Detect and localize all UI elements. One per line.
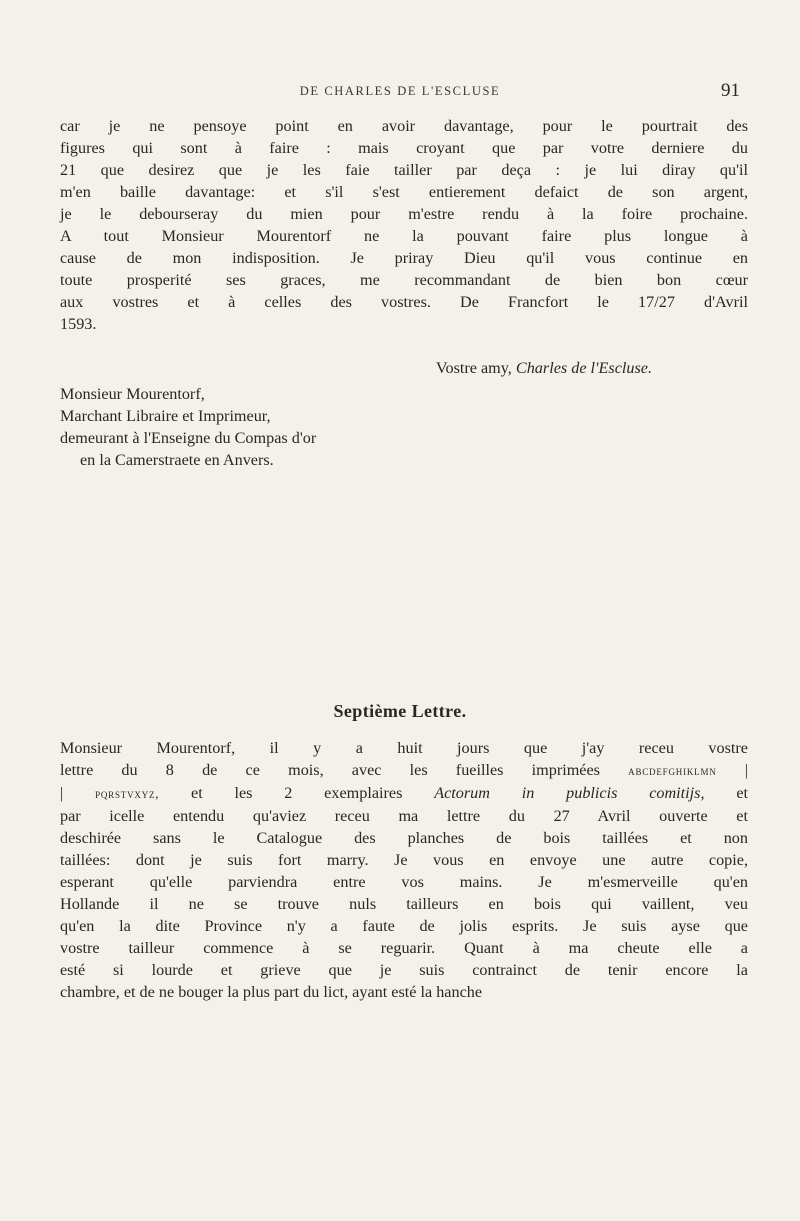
- text-line: Monsieur Mourentorf, il y a huit jours que j'ay receu vostre: [60, 739, 748, 757]
- text-line: 21 que desirez que je les faie tailler par deça : je lui diray qu'il: [60, 161, 748, 179]
- text-line: chambre, et de ne bouger la plus part du lict, ayant esté la hanche: [60, 983, 483, 1001]
- letter-end-paragraph: [60, 115, 748, 335]
- address-line: Marchant Libraire et Imprimeur,: [60, 407, 271, 425]
- text-line: Hollande il ne se trouve nuls tailleurs en bois qui vaillent, veu: [60, 895, 748, 913]
- letter-signature: [60, 357, 652, 379]
- text-line: cause de mon indisposition. Je priray Dieu qu'il vous continue en: [60, 249, 748, 267]
- closing-salutation: Vostre amy,: [435, 359, 512, 377]
- text-fragment: et les 2 exemplaires: [191, 784, 403, 802]
- italic-fragment: Actorum in publicis comitijs,: [434, 784, 705, 802]
- address-line: en la Camerstraete en Anvers.: [80, 451, 274, 469]
- text-line: toute prosperité ses graces, me recommandant de bien bon cœur: [60, 271, 748, 289]
- text-line: A tout Monsieur Mourentorf ne la pouvant faire plus longue à: [60, 227, 748, 245]
- text-fragment: et: [736, 784, 749, 802]
- text-line: aux vostres et à celles des vostres. De Francfort le 17/27 d'Avril: [60, 293, 748, 311]
- running-head: [60, 80, 740, 110]
- text-line: [60, 759, 748, 782]
- text-line: esperant qu'elle parviendra entre vos mains. Je m'esmerveille qu'en: [60, 873, 748, 891]
- signature-name: Charles de l'Escluse.: [515, 359, 652, 377]
- text-line: qu'en la dite Province n'y a faute de jolis esprits. Je suis ayse que: [60, 917, 748, 935]
- small-caps-fragment: pqrstvxyz,: [95, 787, 160, 801]
- text-fragment: |: [744, 761, 748, 779]
- section-title: Septième Lettre.: [333, 701, 467, 721]
- text-line: je le debourseray du mien pour m'estre rendu à la foire prochaine.: [60, 205, 748, 223]
- text-line: 1593.: [60, 315, 97, 333]
- address-line: Monsieur Mourentorf,: [60, 385, 205, 403]
- text-line: par icelle entendu qu'aviez receu ma lettre du 27 Avril ouverte et: [60, 807, 748, 825]
- letter-address: [60, 383, 316, 471]
- running-title: DE CHARLES DE L'ESCLUSE: [299, 84, 501, 98]
- text-line: vostre tailleur commence à se reguarir. Quant à ma cheute elle a: [60, 939, 748, 957]
- address-line: demeurant à l'Enseigne du Compas d'or: [60, 429, 317, 447]
- text-fragment: lettre du 8 de ce mois, avec les fueilles imprimées: [60, 761, 600, 779]
- small-caps-fragment: abcdefghiklmn: [628, 764, 717, 778]
- text-line: [60, 782, 748, 805]
- letter-seven-paragraph: [60, 737, 748, 1003]
- text-line: figures qui sont à faire : mais croyant que par votre derniere du: [60, 139, 748, 157]
- text-line: deschirée sans le Catalogue des planches de bois taillées et non: [60, 829, 748, 847]
- text-fragment: |: [60, 784, 64, 802]
- text-line: m'en baille davantage: et s'il s'est entierement defaict de son argent,: [60, 183, 748, 201]
- text-line: taillées: dont je suis fort marry. Je vous en envoye une autre copie,: [60, 851, 748, 869]
- page-number: 91: [721, 80, 740, 101]
- text-line: car je ne pensoye point en avoir davantage, pour le pourtrait des: [60, 117, 748, 135]
- text-line: esté si lourde et grieve que je suis contrainct de tenir encore la: [60, 961, 748, 979]
